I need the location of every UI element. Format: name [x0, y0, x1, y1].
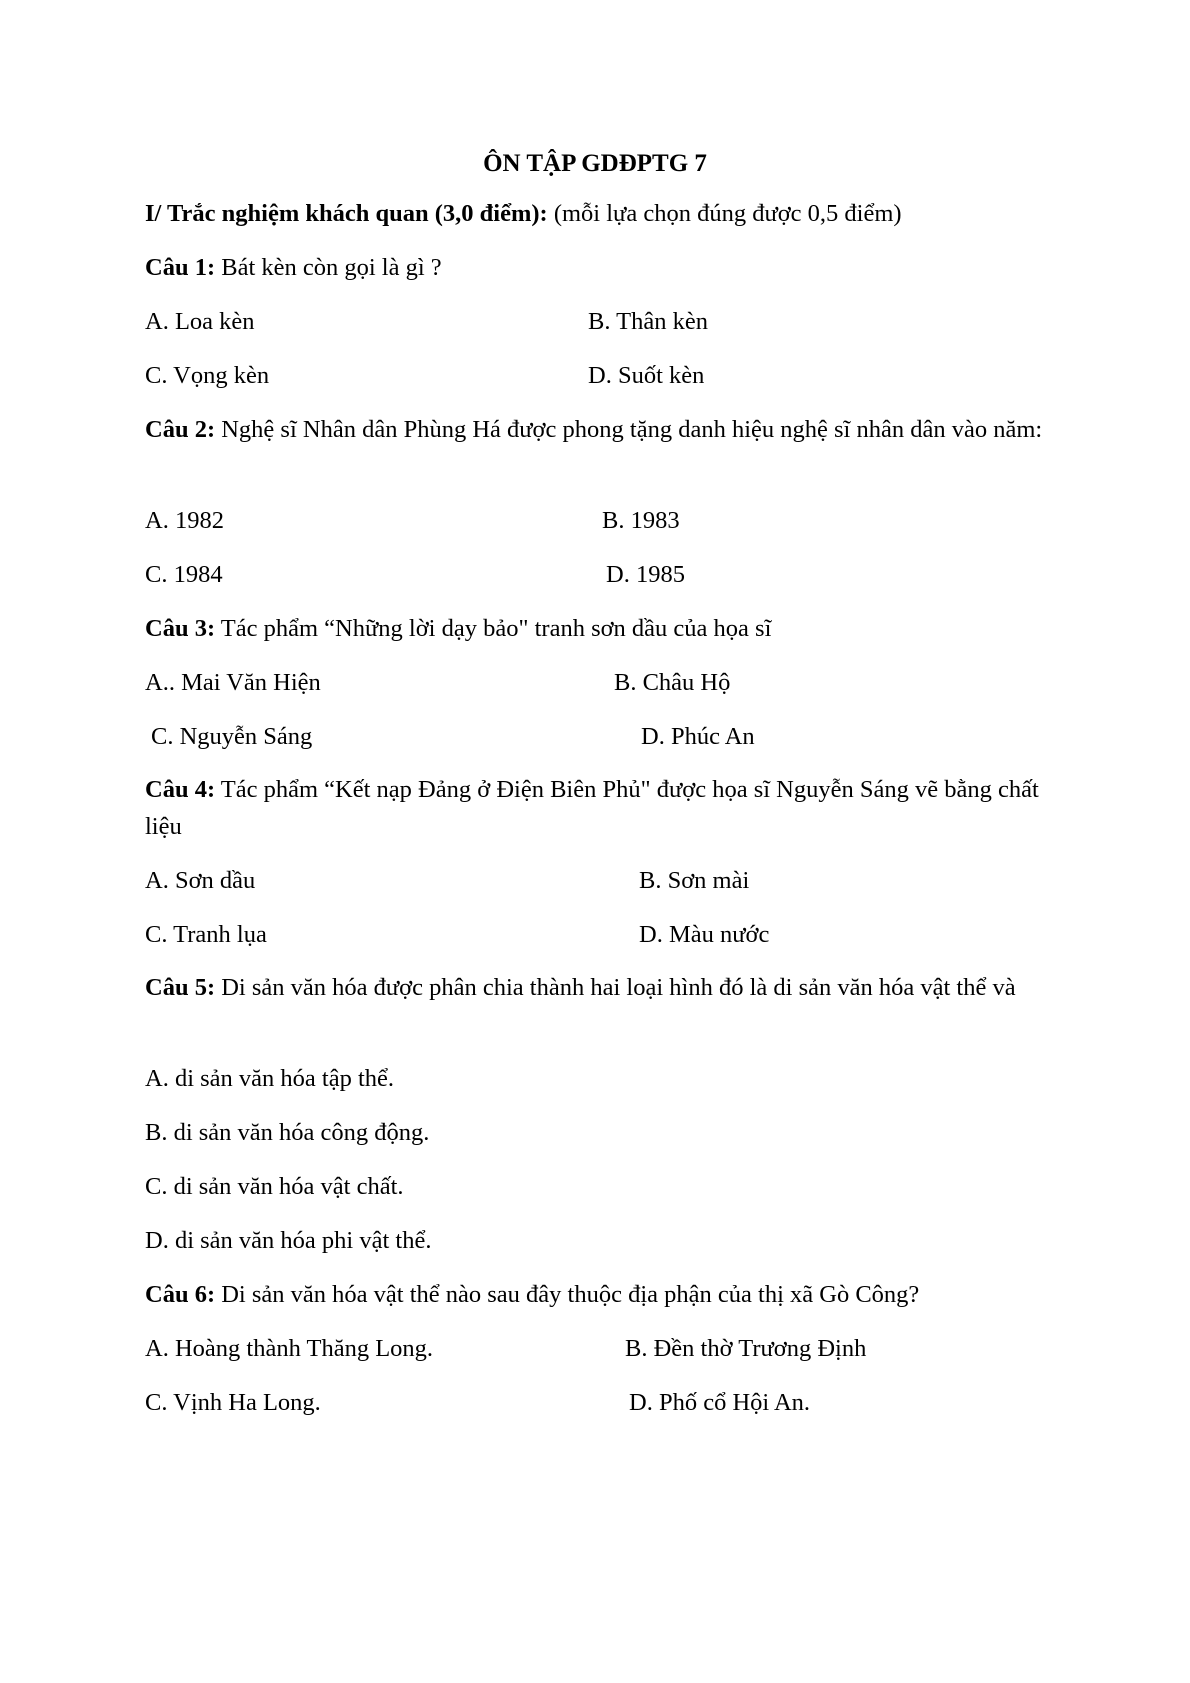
question-4-text: Tác phẩm “Kết nạp Đảng ở Điện Biên Phủ" được họa sĩ Nguyễn Sáng vẽ bằng chất liệu	[145, 776, 1039, 840]
question-2-label: Câu 2:	[145, 416, 216, 443]
question-3-option-c: C. Nguyễn Sáng	[151, 723, 313, 750]
question-6-option-c: C. Vịnh Ha Long.	[145, 1389, 321, 1416]
question-4-label: Câu 4:	[145, 776, 216, 803]
question-1-option-d: D. Suốt kèn	[588, 362, 705, 389]
question-1-text: Bát kèn còn gọi là gì ?	[215, 254, 442, 281]
document-title: ÔN TẬP GDĐPTG 7	[483, 150, 707, 177]
question-1-option-c: C. Vọng kèn	[145, 362, 270, 389]
question-5-option-a: A. di sản văn hóa tập thể.	[145, 1065, 395, 1092]
section-heading-line	[145, 198, 902, 230]
question-5-option-c: C. di sản văn hóa vật chất.	[145, 1173, 404, 1200]
question-4-option-c: C. Tranh lụa	[145, 921, 267, 948]
question-6-option-d: D. Phố cổ Hội An.	[629, 1389, 811, 1416]
question-3-text: Tác phẩm “Những lời dạy bảo" tranh sơn dầu của họa sĩ	[215, 615, 772, 642]
question-5-option-d: D. di sản văn hóa phi vật thể.	[145, 1227, 432, 1254]
question-5-label: Câu 5:	[145, 974, 216, 1001]
question-2-option-a: A. 1982	[145, 507, 224, 534]
question-4-option-d: D. Màu nước	[639, 921, 770, 948]
question-1-label: Câu 1:	[145, 254, 216, 281]
question-1-option-b: B. Thân kèn	[588, 308, 708, 335]
question-5-option-b: B. di sản văn hóa công động.	[145, 1119, 430, 1146]
question-1-option-a: A. Loa kèn	[145, 308, 255, 335]
question-6-option-b: B. Đền thờ Trương Định	[625, 1335, 867, 1362]
question-1	[145, 252, 442, 284]
question-4-option-b: B. Sơn mài	[639, 867, 750, 894]
question-2-option-c: C. 1984	[145, 561, 223, 588]
question-6	[145, 1279, 919, 1311]
question-5-text: Di sản văn hóa được phân chia thành hai loại hình đó là di sản văn hóa vật thể và	[215, 974, 1016, 1001]
question-6-text: Di sản văn hóa vật thể nào sau đây thuộc địa phận của thị xã Gò Công?	[215, 1281, 920, 1308]
question-2-text: Nghệ sĩ Nhân dân Phùng Há được phong tặng danh hiệu nghệ sĩ nhân dân vào năm:	[215, 416, 1043, 443]
question-6-label: Câu 6:	[145, 1281, 216, 1308]
question-6-option-a: A. Hoàng thành Thăng Long.	[145, 1335, 434, 1362]
question-2-option-b: B. 1983	[602, 507, 680, 534]
question-4-option-a: A. Sơn dầu	[145, 867, 256, 894]
question-3-label: Câu 3:	[145, 615, 216, 642]
question-3	[145, 613, 771, 645]
question-2	[145, 411, 1045, 448]
question-3-option-d: D. Phúc An	[641, 723, 755, 750]
section-heading: I/ Trắc nghiệm khách quan (3,0 điểm):	[145, 200, 548, 227]
question-4	[145, 771, 1045, 845]
question-5	[145, 969, 1045, 1006]
question-3-option-b: B. Châu Hộ	[614, 669, 731, 696]
section-note: (mỗi lựa chọn đúng được 0,5 điểm)	[547, 200, 902, 227]
question-2-option-d: D. 1985	[606, 561, 685, 588]
question-3-option-a: A.. Mai Văn Hiện	[145, 669, 321, 696]
